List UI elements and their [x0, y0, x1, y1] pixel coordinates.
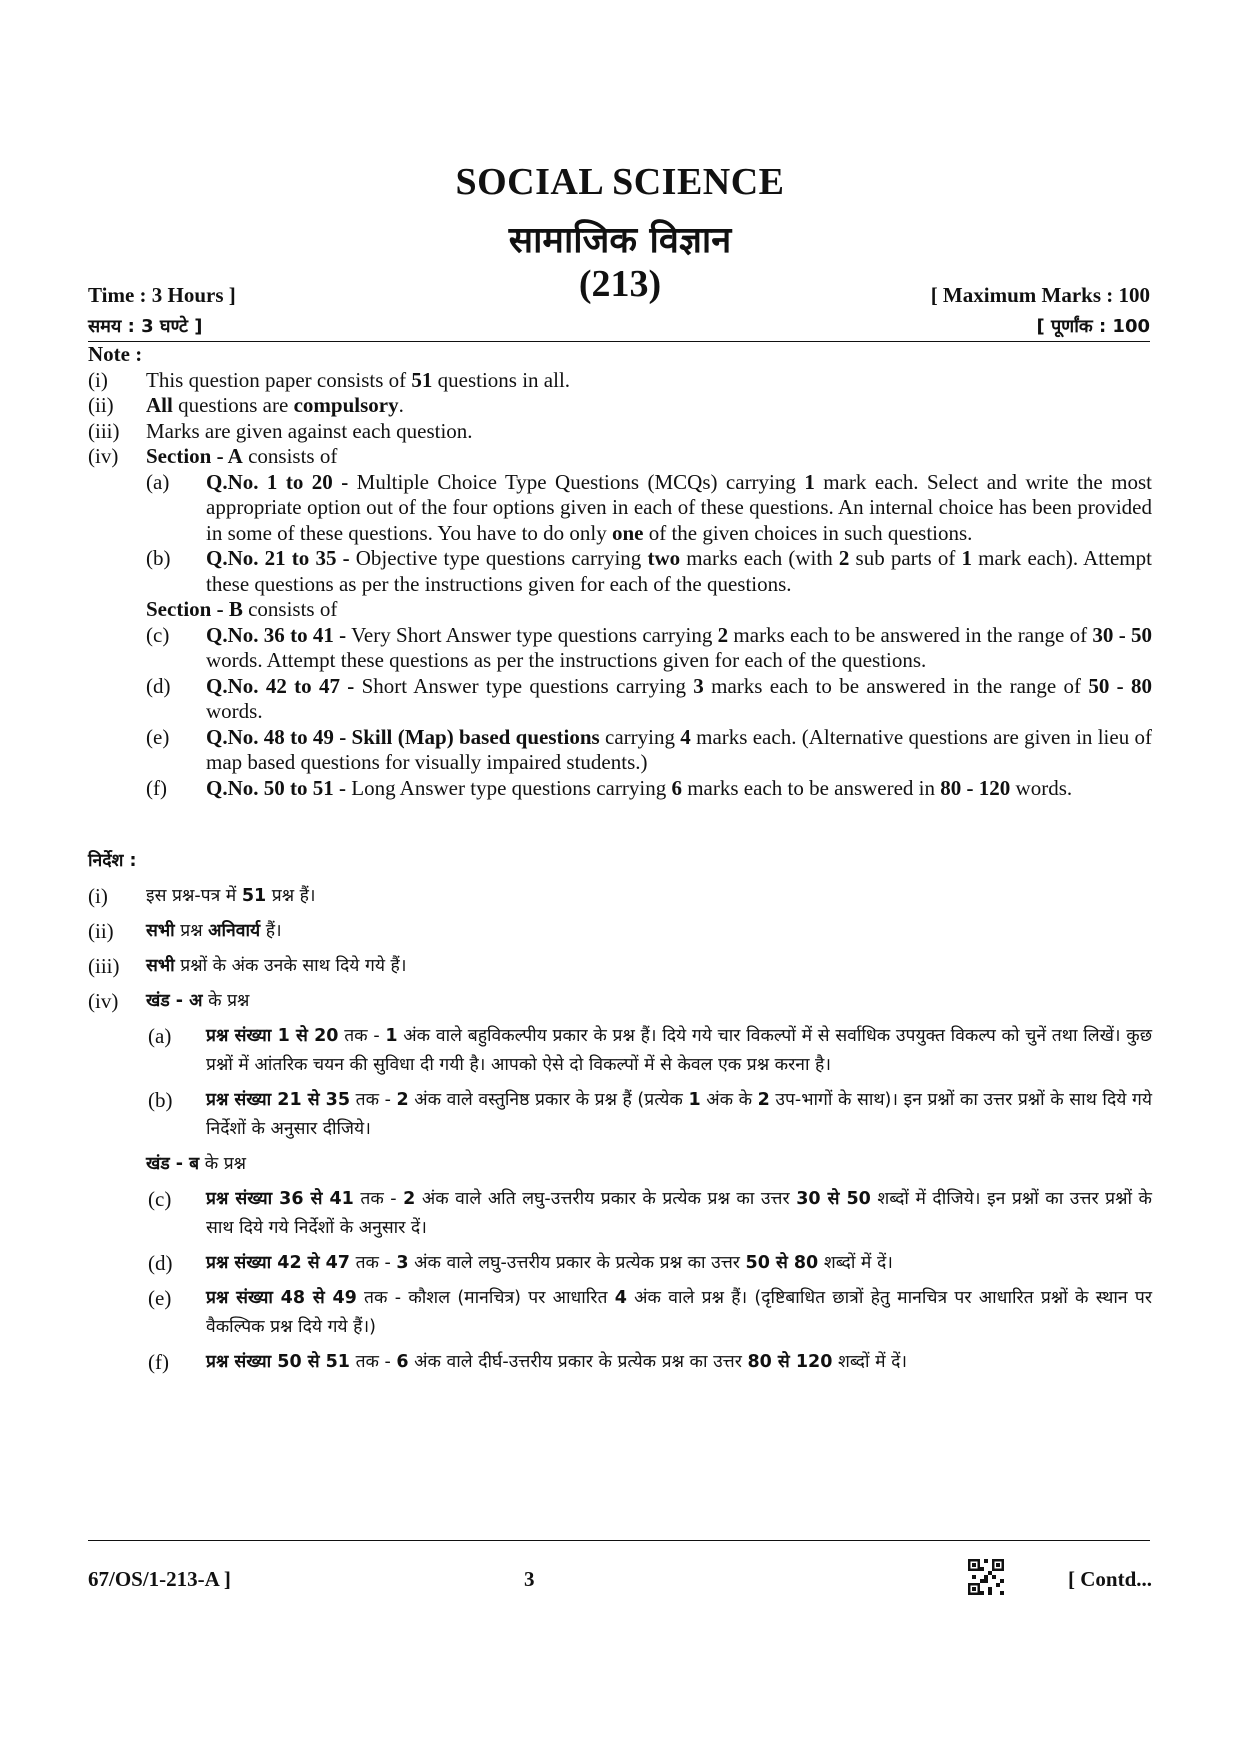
section-b-heading: Section - B consists of — [146, 597, 338, 621]
nirdesh-heading: निर्देश : — [88, 851, 137, 871]
hindi-instruction-iii: (iii) सभी प्रश्नों के अंक उनके साथ दिये गये हैं। — [88, 954, 407, 978]
instruction-ii: (ii) All questions are compulsory. — [88, 393, 404, 417]
footer-divider — [88, 1540, 1150, 1541]
hindi-instruction-i: (i) इस प्रश्न-पत्र में 51 प्रश्न हैं। — [88, 884, 316, 908]
hindi-instruction-c: (c) प्रश्न संख्या 36 से 41 तक - 2 अंक वाले अति लघु-उत्तरीय प्रकार के प्रत्येक प्रश्न का उत्तर 30 से 50 शब्दों में दीजिये। इन प्रश्नों का उत्तर प्रश्नों के साथ दिये गये निर्देशों के अनुसार दें। — [148, 1187, 1152, 1238]
hindi-instruction-f: (f) प्रश्न संख्या 50 से 51 तक - 6 अंक वाले दीर्घ-उत्तरीय प्रकार के प्रत्येक प्रश्न का उत्तर 80 से 120 शब्दों में दें। — [148, 1350, 908, 1374]
time-marks-row-hindi — [88, 314, 1150, 338]
hindi-instruction-d: (d) प्रश्न संख्या 42 से 47 तक - 3 अंक वाले लघु-उत्तरीय प्रकार के प्रत्येक प्रश्न का उत्तर 50 से 80 शब्दों में दें। — [148, 1251, 893, 1275]
instruction-d: (d) Q.No. 42 to 47 - Short Answer type questions carrying 3 marks each to be answered in the range of 50 - 80 words. — [146, 673, 1152, 723]
subject-code: (213) — [578, 263, 662, 305]
hindi-instruction-ii: (ii) सभी प्रश्न अनिवार्य हैं। — [88, 919, 282, 943]
page-footer — [88, 1567, 1152, 1592]
instruction-iv: (iv) Section - A consists of — [88, 444, 338, 468]
instruction-b: (b) Q.No. 21 to 35 - Objective type questions carrying two marks each (with 2 sub parts of 1 mark each). Attempt these questions as per the instructions given for each of the questions. — [146, 546, 1152, 596]
continued-label: [ Contd... — [1067, 1567, 1152, 1591]
max-marks-english: [ Maximum Marks : 100 — [930, 283, 1150, 307]
subject-title-hindi: सामाजिक विज्ञान — [508, 220, 732, 261]
hindi-instruction-a: (a) प्रश्न संख्या 1 से 20 तक - 1 अंक वाले बहुविकल्पीय प्रकार के प्रश्न हैं। दिये गये चार विकल्पों में से सर्वाधिक उपयुक्त विकल्प को चुनें तथा लिखें। कुछ प्रश्नों में आंतरिक चयन की सुविधा दी गयी है। आपको ऐसे दो विकल्पों में से केवल एक प्रश्न करना है। — [148, 1024, 1152, 1075]
instruction-i: (i) This question paper consists of 51 questions in all. — [88, 367, 571, 392]
hindi-instruction-e: (e) प्रश्न संख्या 48 से 49 तक - कौशल (मानचित्र) पर आधारित 4 अंक वाले प्रश्न हैं। (दृष्टिबाधित छात्रों हेतु मानचित्र पर आधारित प्रश्नों के स्थान पर वैकल्पिक प्रश्न दिये गये हैं।) — [148, 1286, 1152, 1337]
paper-code: 67/OS/1-213-A ] — [88, 1567, 231, 1591]
instructions-hindi — [88, 847, 1152, 1383]
instruction-iii: (iii) Marks are given against each question. — [88, 418, 473, 443]
max-marks-hindi: [ पूर्णांक : 100 — [1036, 316, 1150, 337]
instruction-c: (c) Q.No. 36 to 41 - Very Short Answer type questions carrying 2 marks each to be answered in the range of 30 - 50 words. Attempt these questions as per the instructions given for each of the questions. — [146, 622, 1153, 672]
time-hindi: समय : 3 घण्टे ] — [88, 316, 203, 337]
instruction-f: (f) Q.No. 50 to 51 - Long Answer type questions carrying 6 marks each to be answered in 80 - 120 words. — [146, 775, 1073, 800]
instruction-e: (e) Q.No. 48 to 49 - Skill (Map) based questions carrying 4 marks each. (Alternative questions are given in lieu of map based questions for visually impaired students.) — [146, 724, 1153, 774]
hindi-instruction-iv: (iv) खंड - अ के प्रश्न — [88, 989, 250, 1013]
time-english: Time : 3 Hours ] — [88, 283, 236, 307]
note-heading: Note : — [88, 342, 143, 366]
hindi-section-b-heading: खंड - ब के प्रश्न — [146, 1154, 247, 1174]
page-number: 3 — [524, 1567, 535, 1591]
instruction-a: (a) Q.No. 1 to 20 - Multiple Choice Type Questions (MCQs) carrying 1 mark each. Select and write the most appropriate option out of the four options given in each of these questions. An internal choice has been provided in some of these questions. You have to do only one of the given choices in such questions. — [146, 469, 1152, 545]
instructions-english — [88, 342, 1152, 801]
time-marks-row-english — [88, 283, 1150, 308]
subject-title-english: SOCIAL SCIENCE — [455, 161, 785, 203]
qr-code-icon — [968, 1559, 1004, 1595]
hindi-instruction-b: (b) प्रश्न संख्या 21 से 35 तक - 2 अंक वाले वस्तुनिष्ठ प्रकार के प्रश्न हैं (प्रत्येक 1 अंक के 2 उप-भागों के साथ)। इन प्रश्नों का उत्तर प्रश्नों के साथ दिये गये निर्देशों के अनुसार दीजिये। — [148, 1088, 1152, 1139]
